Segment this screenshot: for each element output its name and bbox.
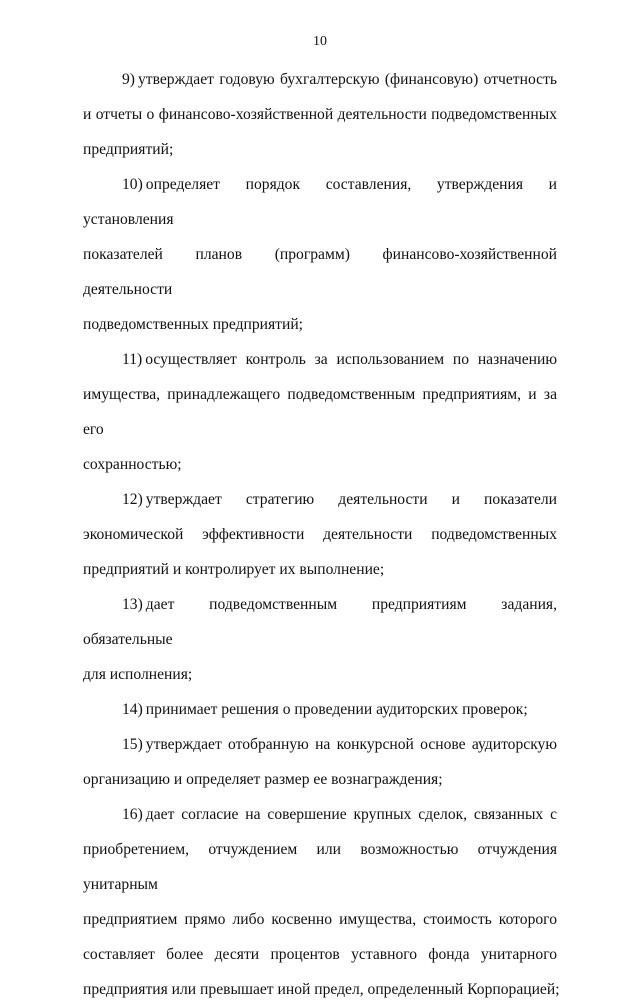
text-line	[83, 482, 557, 517]
text-line: для исполнения;	[83, 666, 193, 683]
text-line	[83, 692, 557, 727]
item-text: утверждает годовую бухгалтерскую (финансовую) отчетность	[138, 71, 557, 88]
item-text: утверждает стратегию деятельности и показатели	[145, 491, 557, 508]
text-line: и отчеты о финансово-хозяйственной деятельности подведомственных	[83, 106, 557, 123]
text-line	[83, 62, 557, 97]
text-line: предприятий и контролирует их выполнение;	[83, 561, 385, 578]
list-item	[83, 797, 560, 1007]
text-line: составляет более десяти процентов уставного фонда унитарного	[83, 946, 557, 963]
text-line	[83, 797, 557, 832]
item-number: 12)	[122, 491, 143, 508]
page-number: 10	[313, 34, 327, 49]
text-line: подведомственных предприятий;	[83, 316, 303, 333]
list-item	[83, 62, 557, 167]
item-number: 13)	[122, 596, 143, 613]
text-line: имущества, принадлежащего подведомственным предприятиям, и за его	[83, 386, 557, 438]
item-text: принимает решения о проведении аудиторских проверок;	[145, 701, 528, 718]
text-line: предприятий;	[83, 141, 174, 158]
item-number: 15)	[122, 736, 143, 753]
item-number: 9)	[122, 71, 135, 88]
item-number: 10)	[122, 176, 143, 193]
text-line: организацию и определяет размер ее вознаграждения;	[83, 771, 443, 788]
list-item	[83, 727, 557, 797]
text-line	[83, 342, 557, 377]
item-text: определяет порядок составления, утверждения и установления	[83, 176, 557, 228]
item-number: 14)	[122, 701, 143, 718]
item-text: дает подведомственным предприятиям задания, обязательные	[83, 596, 557, 648]
list-item	[83, 587, 557, 692]
item-text: дает согласие на совершение крупных сделок, связанных с	[145, 806, 557, 823]
list-item	[83, 167, 557, 342]
item-number: 16)	[122, 806, 143, 823]
text-line: экономической эффективности деятельности подведомственных	[83, 526, 557, 543]
item-text: осуществляет контроль за использованием по назначению	[145, 351, 557, 368]
list-item	[83, 692, 557, 727]
text-line	[83, 727, 557, 762]
item-text: утверждает отобранную на конкурсной основе аудиторскую	[145, 736, 557, 753]
text-line: приобретением, отчуждением или возможностью отчуждения унитарным	[83, 841, 557, 893]
list-item	[83, 342, 557, 482]
text-line: предприятием прямо либо косвенно имущества, стоимость которого	[83, 911, 557, 928]
text-line: предприятия или превышает иной предел, определенный Корпорацией;	[83, 981, 560, 998]
text-line: показателей планов (программ) финансово-хозяйственной деятельности	[83, 246, 557, 298]
document-body	[83, 62, 560, 1007]
text-line	[83, 587, 557, 657]
list-item	[83, 482, 557, 587]
item-number: 11)	[122, 351, 143, 368]
text-line	[83, 167, 557, 237]
text-line: сохранностью;	[83, 456, 182, 473]
